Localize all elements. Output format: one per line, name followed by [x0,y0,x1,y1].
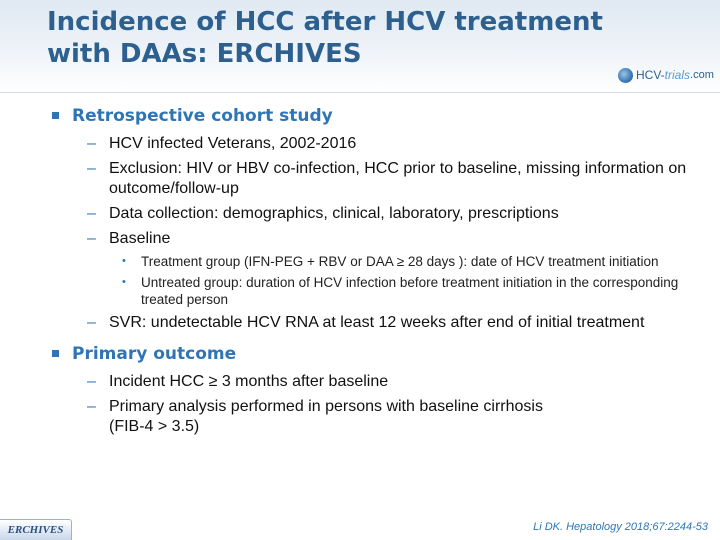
sub-list-item-text: Untreated group: duration of HCV infection before treatment initiation in the corresponding treated person [141,275,679,307]
list-item [0,372,720,392]
globe-logo-icon [618,68,633,83]
dash-bullet-icon: – [87,160,96,177]
dash-bullet-icon: – [87,314,96,331]
section-heading-text: Primary outcome [72,344,237,364]
dash-bullet-icon: – [87,373,96,390]
dash-bullet-icon: – [87,398,96,415]
slide-title [47,6,647,70]
hcv-trials-logo [618,66,714,84]
dot-bullet-icon: • [122,255,126,267]
sub-list-item [0,253,720,270]
dash-bullet-icon: – [87,230,96,247]
title-line-1: Incidence of HCC after HCV treatment [47,7,603,37]
list-item [0,134,720,154]
list-item-text: HCV infected Veterans, 2002-2016 [109,135,357,152]
section-heading-primary-outcome [0,342,720,366]
logo-text-accent: trials [664,68,691,82]
section-heading-text: Retrospective cohort study [72,106,333,126]
dash-bullet-icon: – [87,135,96,152]
logo-text-suffix: .com [690,69,714,81]
list-item [0,229,720,249]
list-item-text: Exclusion: HIV or HBV co-infection, HCC prior to baseline, missing information on outcome/follow-up [109,160,687,197]
sub-list-item-text: Treatment group (IFN-PEG + RBV or DAA ≥ 28 days ): date of HCV treatment initiation [141,254,659,269]
list-item-text-continued: (FIB-4 > 3.5) [109,418,200,435]
list-item [0,204,720,224]
square-bullet-icon [52,112,59,119]
logo-text-prefix: HCV- [636,68,665,82]
list-item [0,313,720,333]
dot-bullet-icon: • [122,276,126,288]
list-item-text: Primary analysis performed in persons with baseline cirrhosis [109,398,543,415]
sub-list-item [0,274,720,308]
list-item [0,397,720,437]
footer-study-tag: ERCHIVES [0,519,72,540]
title-line-2: with DAAs: ERCHIVES [47,39,362,69]
square-bullet-icon [52,350,59,357]
list-item [0,159,720,199]
title-divider [0,92,720,93]
list-item-text: Incident HCC ≥ 3 months after baseline [109,373,389,390]
slide-body [0,104,720,437]
footer-citation: Li DK. Hepatology 2018;67:2244-53 [533,521,708,533]
list-item-text: Baseline [109,230,171,247]
section-heading-retrospective [0,104,720,128]
list-item-text: Data collection: demographics, clinical, laboratory, prescriptions [109,205,559,222]
list-item-text: SVR: undetectable HCV RNA at least 12 weeks after end of initial treatment [109,314,645,331]
dash-bullet-icon: – [87,205,96,222]
